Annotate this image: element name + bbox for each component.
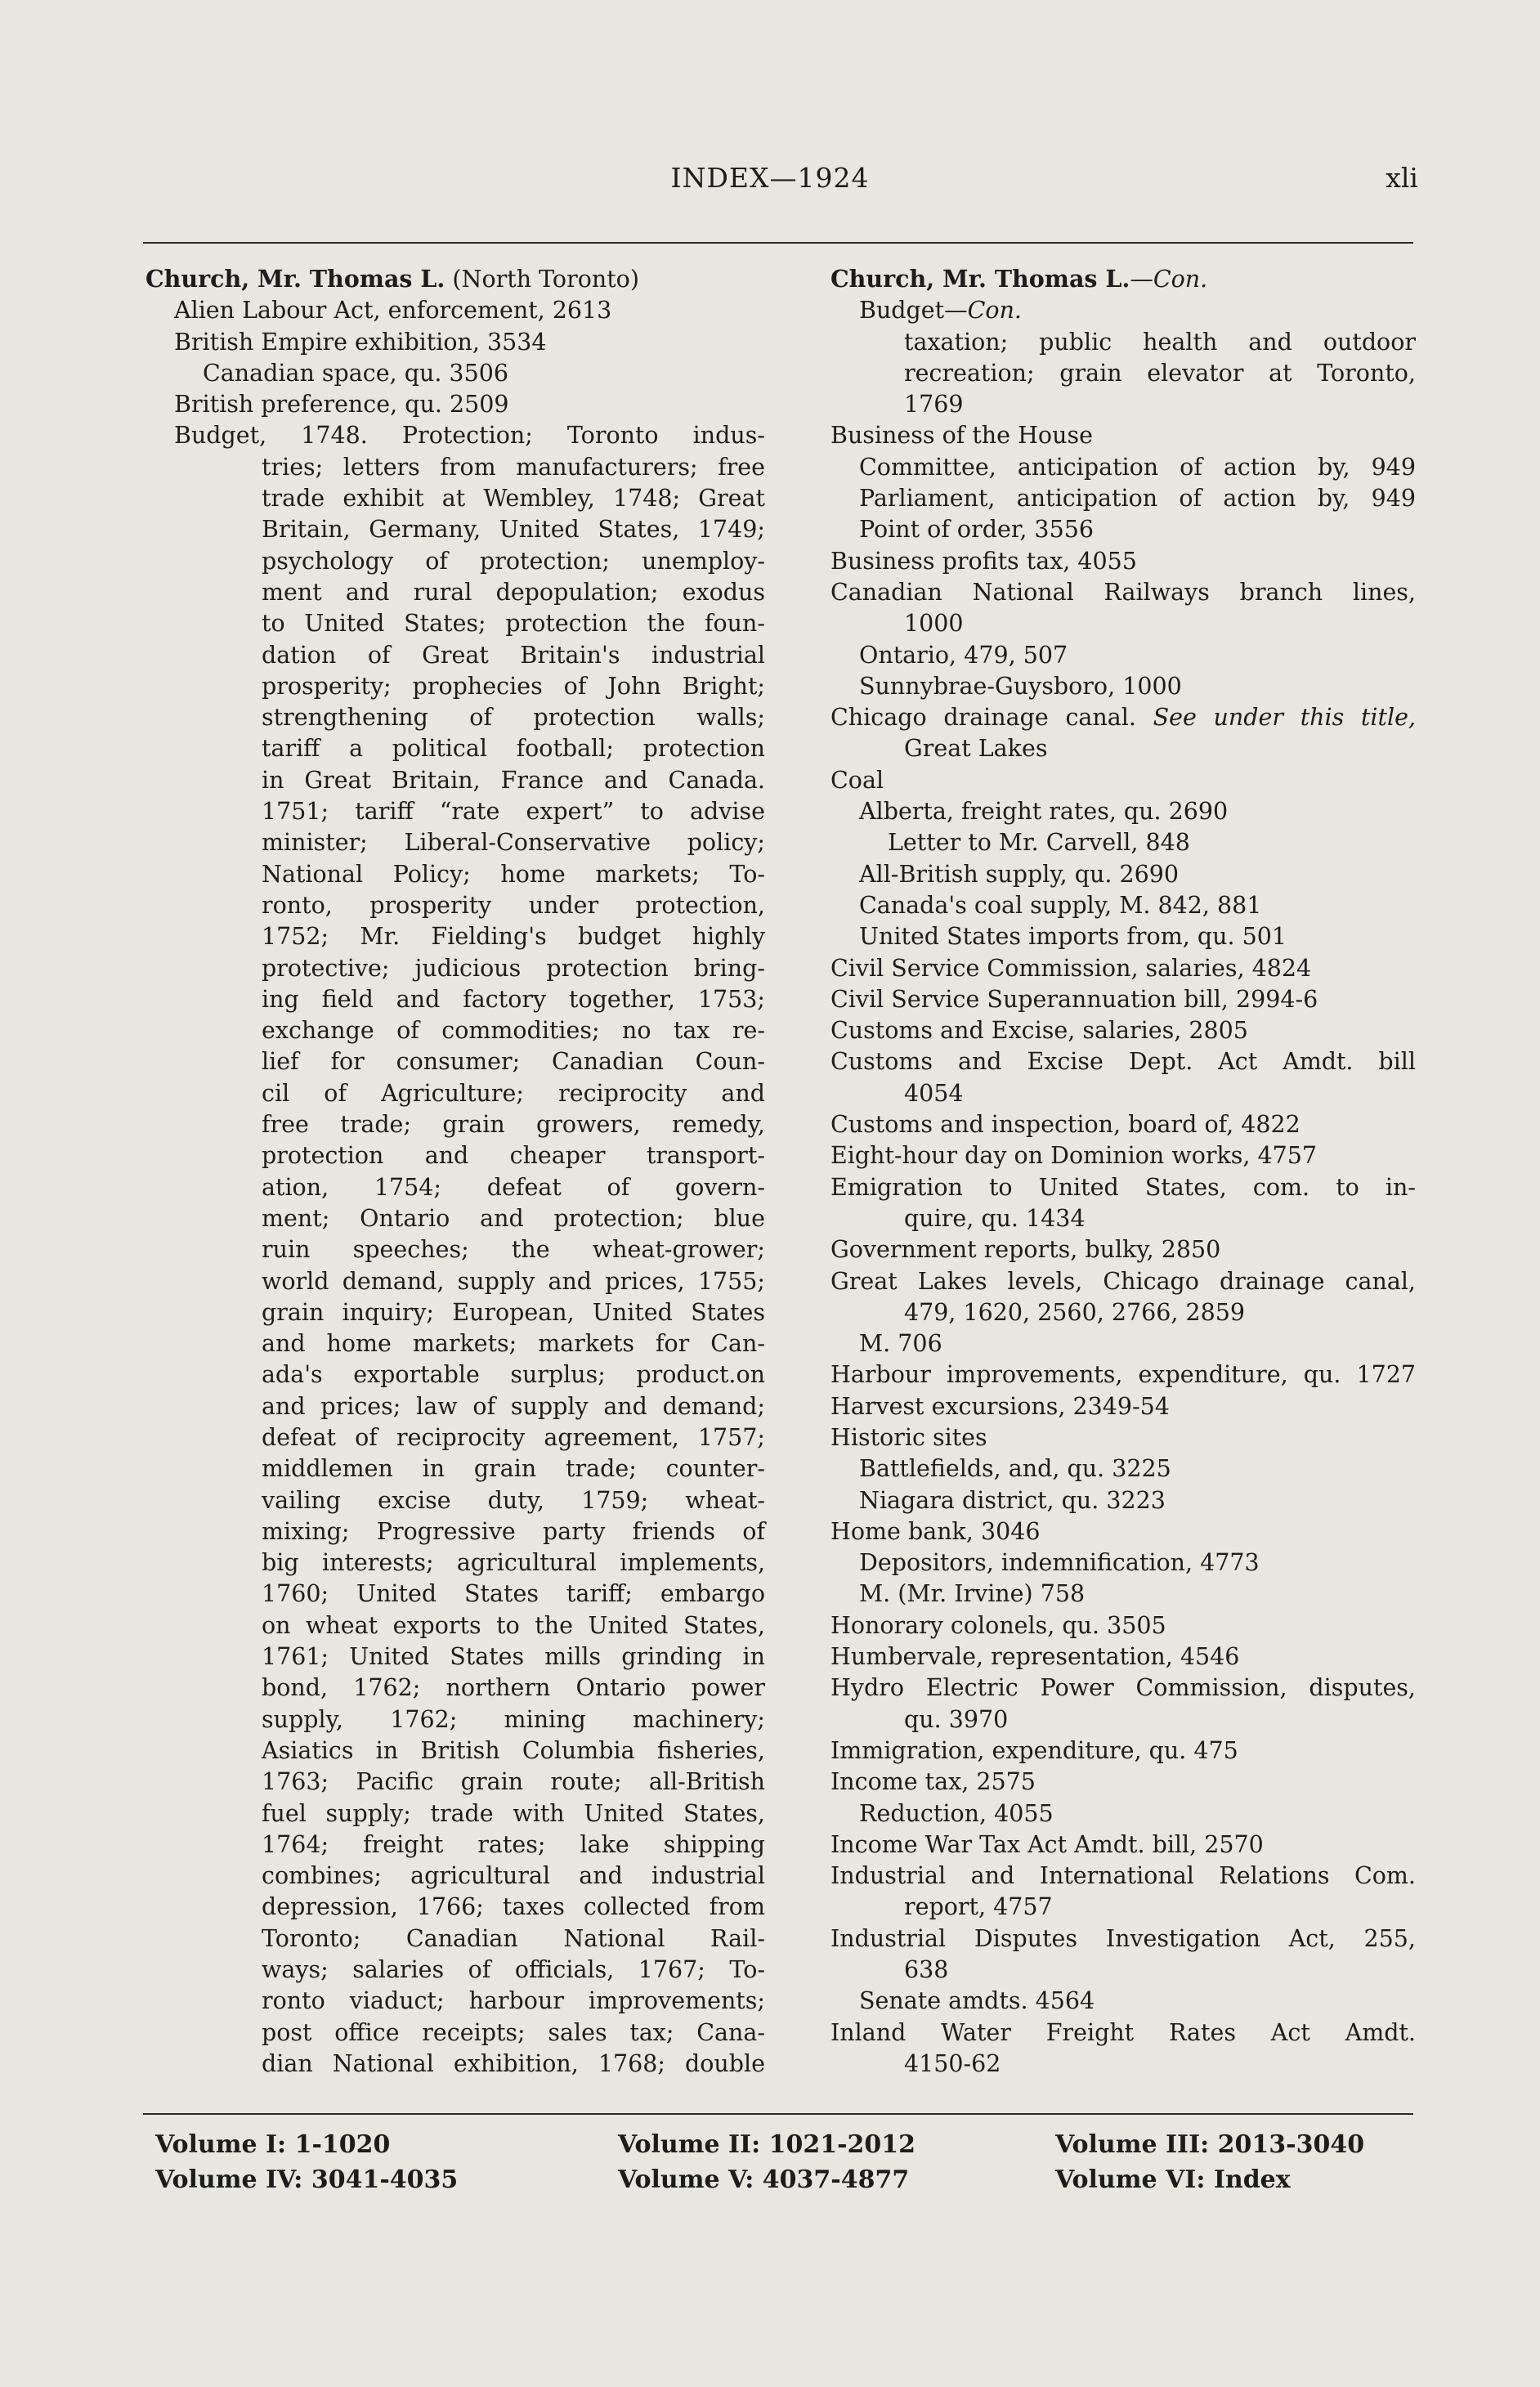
index-line: Letter to Mr. Carvell, 848 [888, 829, 1190, 857]
page-title: INDEX—1924 [670, 162, 870, 194]
index-line: Industrial and International Relations Com. [830, 1862, 1416, 1890]
index-line: strengthening of protection walls; [262, 704, 765, 732]
index-line: 1769 [904, 391, 964, 419]
index-line: Committee, anticipation of action by, 949 [859, 453, 1416, 481]
volume-5: Volume V: 4037-4877 [618, 2165, 910, 2194]
index-line: supply, 1762; mining machinery; [262, 1705, 765, 1733]
index-line: Eight-hour day on Dominion works, 4757 [830, 1142, 1318, 1170]
right-entries-a [830, 327, 1416, 703]
index-line: Government reports, bulky, 2850 [830, 1236, 1221, 1264]
index-line: big interests; agricultural implements, [262, 1549, 765, 1577]
index-line: bond, 1762; northern Ontario power [262, 1674, 765, 1702]
index-line: report, 4757 [904, 1893, 1053, 1921]
page-number: xli [1386, 162, 1418, 194]
index-line: ment and rural depopulation; exodus [262, 578, 765, 606]
index-line: Point of order, 3556 [859, 516, 1094, 544]
heading-continued-mark: —Con. [1130, 266, 1208, 293]
index-line: Customs and Excise, salaries, 2805 [830, 1017, 1248, 1045]
index-line: M. (Mr. Irvine) 758 [859, 1580, 1086, 1608]
volume-1: Volume I: 1-1020 [155, 2130, 391, 2159]
index-line: mixing; Progressive party friends of [262, 1517, 765, 1545]
index-line: ada's exportable surplus; product.on [262, 1361, 765, 1389]
index-line: taxation; public health and outdoor [904, 328, 1416, 356]
left-entries [145, 295, 765, 2080]
index-line: dian National exhibition, 1768; double [262, 2049, 765, 2077]
index-line: ing field and factory together, 1753; [262, 985, 765, 1013]
footer-volumes-col3 [1055, 2127, 1364, 2197]
index-line: ways; salaries of officials, 1767; To- [262, 1956, 765, 1984]
index-line: to United States; protection the foun- [262, 610, 765, 638]
index-line: Canadian space, qu. 3506 [203, 359, 508, 387]
heading-name: Church, Mr. Thomas L. [830, 265, 1130, 293]
index-line: world demand, supply and prices, 1755; [262, 1267, 765, 1295]
index-line: Parliament, anticipation of action by, 949 [859, 485, 1416, 513]
index-line: British Empire exhibition, 3534 [174, 328, 547, 356]
index-line: trade exhibit at Wembley, 1748; Great [262, 485, 765, 513]
heading-name: Church, Mr. Thomas L. [145, 265, 445, 293]
index-line: Immigration, expenditure, qu. 475 [830, 1736, 1238, 1764]
index-line: Britain, Germany, United States, 1749; [262, 516, 765, 544]
index-line: Business of the House [830, 422, 1093, 450]
index-line: defeat of reciprocity agreement, 1757; [262, 1423, 765, 1451]
index-line: Customs and inspection, board of, 4822 [830, 1111, 1300, 1139]
index-line: in Great Britain, France and Canada. [262, 766, 765, 794]
see-reference: See under this title, [1153, 704, 1416, 732]
index-line: Depositors, indemnification, 4773 [859, 1549, 1260, 1577]
index-line: vailing excise duty, 1759; wheat- [262, 1486, 765, 1514]
index-line: ronto, prosperity under protection, [262, 891, 765, 919]
index-line: Senate amdts. 4564 [859, 1987, 1095, 2015]
index-line: Hydro Electric Power Commission, disputes, [830, 1674, 1416, 1702]
index-line: quire, qu. 1434 [904, 1204, 1086, 1232]
index-line: M. 706 [859, 1330, 942, 1358]
chicago-entry-continued: Great Lakes [904, 735, 1048, 763]
index-line: psychology of protection; unemploy- [262, 547, 765, 575]
index-line: Toronto; Canadian National Rail- [262, 1924, 765, 1952]
index-line: National Policy; home markets; To- [262, 860, 765, 888]
index-line: Home bank, 3046 [830, 1517, 1041, 1545]
index-line: 1763; Pacific grain route; all-British [262, 1768, 765, 1796]
footer-rule [143, 2113, 1413, 2115]
index-line: on wheat exports to the United States, [262, 1611, 765, 1639]
index-line: 1761; United States mills grinding in [262, 1643, 765, 1671]
index-line: Civil Service Commission, salaries, 4824 [830, 954, 1312, 982]
index-line: ruin speeches; the wheat-grower; [262, 1236, 765, 1264]
index-line: 1000 [904, 610, 964, 638]
index-line: Canada's coal supply, M. 842, 881 [859, 891, 1262, 919]
index-line: ation, 1754; defeat of govern- [262, 1173, 765, 1201]
index-line: Budget, 1748. Protection; Toronto indus- [174, 422, 765, 450]
index-line: protective; judicious protection bring- [262, 954, 765, 982]
index-line: Customs and Excise Dept. Act Amdt. bill [830, 1048, 1416, 1076]
index-line: Great Lakes levels, Chicago drainage canal, [830, 1267, 1416, 1295]
footer-volumes-col2 [618, 2127, 915, 2197]
index-line: 4054 [904, 1079, 964, 1107]
right-column [830, 263, 1416, 2080]
budget-label: Budget— [859, 297, 968, 325]
index-line: Alien Labour Act, enforcement, 2613 [174, 297, 612, 325]
index-line: Business profits tax, 4055 [830, 547, 1137, 575]
index-line: Civil Service Superannuation bill, 2994-6 [830, 985, 1318, 1013]
index-line: 1752; Mr. Fielding's budget highly [262, 923, 765, 951]
index-line: Battlefields, and, qu. 3225 [859, 1455, 1171, 1483]
volume-6: Volume VI: Index [1055, 2165, 1291, 2194]
index-line: ronto viaduct; harbour improvements; [262, 1987, 765, 2015]
index-line: and prices; law of supply and demand; [262, 1392, 765, 1420]
index-line: free trade; grain growers, remedy, [262, 1111, 765, 1139]
volume-4: Volume IV: 3041-4035 [155, 2165, 459, 2194]
entry-heading-continued [830, 263, 1416, 295]
index-line: Historic sites [830, 1423, 987, 1451]
index-line: 479, 1620, 2560, 2766, 2859 [904, 1298, 1245, 1326]
index-line: middlemen in grain trade; counter- [262, 1455, 765, 1483]
index-line: Alberta, freight rates, qu. 2690 [859, 798, 1229, 826]
header-rule [143, 242, 1413, 244]
index-line: United States imports from, qu. 501 [859, 923, 1287, 951]
index-line: Niagara district, qu. 3223 [859, 1486, 1166, 1514]
left-column [145, 263, 765, 2080]
volume-2: Volume II: 1021-2012 [618, 2130, 916, 2159]
index-line: protection and cheaper transport- [262, 1142, 765, 1170]
index-line: and home markets; markets for Can- [262, 1330, 765, 1358]
index-line: exchange of commodities; no tax re- [262, 1017, 765, 1045]
index-line: Ontario, 479, 507 [859, 641, 1068, 669]
index-line: 1764; freight rates; lake shipping [262, 1830, 765, 1858]
index-line: Industrial Disputes Investigation Act, 255, [830, 1924, 1416, 1952]
continued-mark: Con. [967, 297, 1022, 325]
index-line: Reduction, 4055 [859, 1799, 1054, 1827]
index-line: British preference, qu. 2509 [174, 391, 509, 419]
index-line: Income tax, 2575 [830, 1768, 1036, 1796]
index-line: ment; Ontario and protection; blue [262, 1204, 765, 1232]
index-line: Harbour improvements, expenditure, qu. 1727 [830, 1361, 1416, 1389]
index-line: Inland Water Freight Rates Act Amdt. [830, 2018, 1416, 2046]
chicago-text: Chicago drainage canal. [830, 704, 1153, 732]
index-line: Sunnybrae-Guysboro, 1000 [859, 672, 1182, 700]
index-line: Coal [830, 766, 884, 794]
budget-continued [830, 295, 1416, 326]
index-line: grain inquiry; European, United States [262, 1298, 765, 1326]
index-line: minister; Liberal-Conservative policy; [262, 829, 765, 857]
index-line: Asiatics in British Columbia fisheries, [262, 1736, 765, 1764]
index-line: cil of Agriculture; reciprocity and [262, 1079, 765, 1107]
index-line: lief for consumer; Canadian Coun- [262, 1048, 765, 1076]
index-line: recreation; grain elevator at Toronto, [904, 359, 1416, 387]
index-line: Canadian National Railways branch lines, [830, 578, 1416, 606]
index-line: post office receipts; sales tax; Cana- [262, 2018, 765, 2046]
index-line: Income War Tax Act Amdt. bill, 2570 [830, 1830, 1264, 1858]
heading-constituency: (North Toronto) [445, 266, 639, 293]
index-line: fuel supply; trade with United States, [262, 1799, 765, 1827]
index-line: 638 [904, 1956, 949, 1984]
index-line: Humbervale, representation, 4546 [830, 1643, 1240, 1671]
footer-volumes-col1 [155, 2127, 458, 2197]
right-entries-b [830, 765, 1416, 2080]
index-line: 1751; tariff “rate expert” to advise [262, 798, 765, 826]
index-line: Honorary colonels, qu. 3505 [830, 1611, 1166, 1639]
index-line: 1760; United States tariff; embargo [262, 1580, 765, 1608]
index-line: qu. 3970 [904, 1705, 1009, 1733]
index-line: tries; letters from manufacturers; free [262, 453, 765, 481]
index-line: 4150-62 [904, 2049, 1001, 2077]
volume-3: Volume III: 2013-3040 [1055, 2130, 1365, 2159]
index-line: combines; agricultural and industrial [262, 1862, 765, 1890]
entry-heading [145, 263, 765, 295]
index-line: Harvest excursions, 2349-54 [830, 1392, 1170, 1420]
index-line: tariff a political football; protection [262, 735, 765, 763]
index-line: Emigration to United States, com. to in- [830, 1173, 1416, 1201]
index-line: depression, 1766; taxes collected from [262, 1893, 765, 1921]
index-line: All-British supply, qu. 2690 [859, 860, 1179, 888]
index-line: prosperity; prophecies of John Bright; [262, 672, 765, 700]
chicago-entry [830, 702, 1416, 733]
index-line: dation of Great Britain's industrial [262, 641, 765, 669]
